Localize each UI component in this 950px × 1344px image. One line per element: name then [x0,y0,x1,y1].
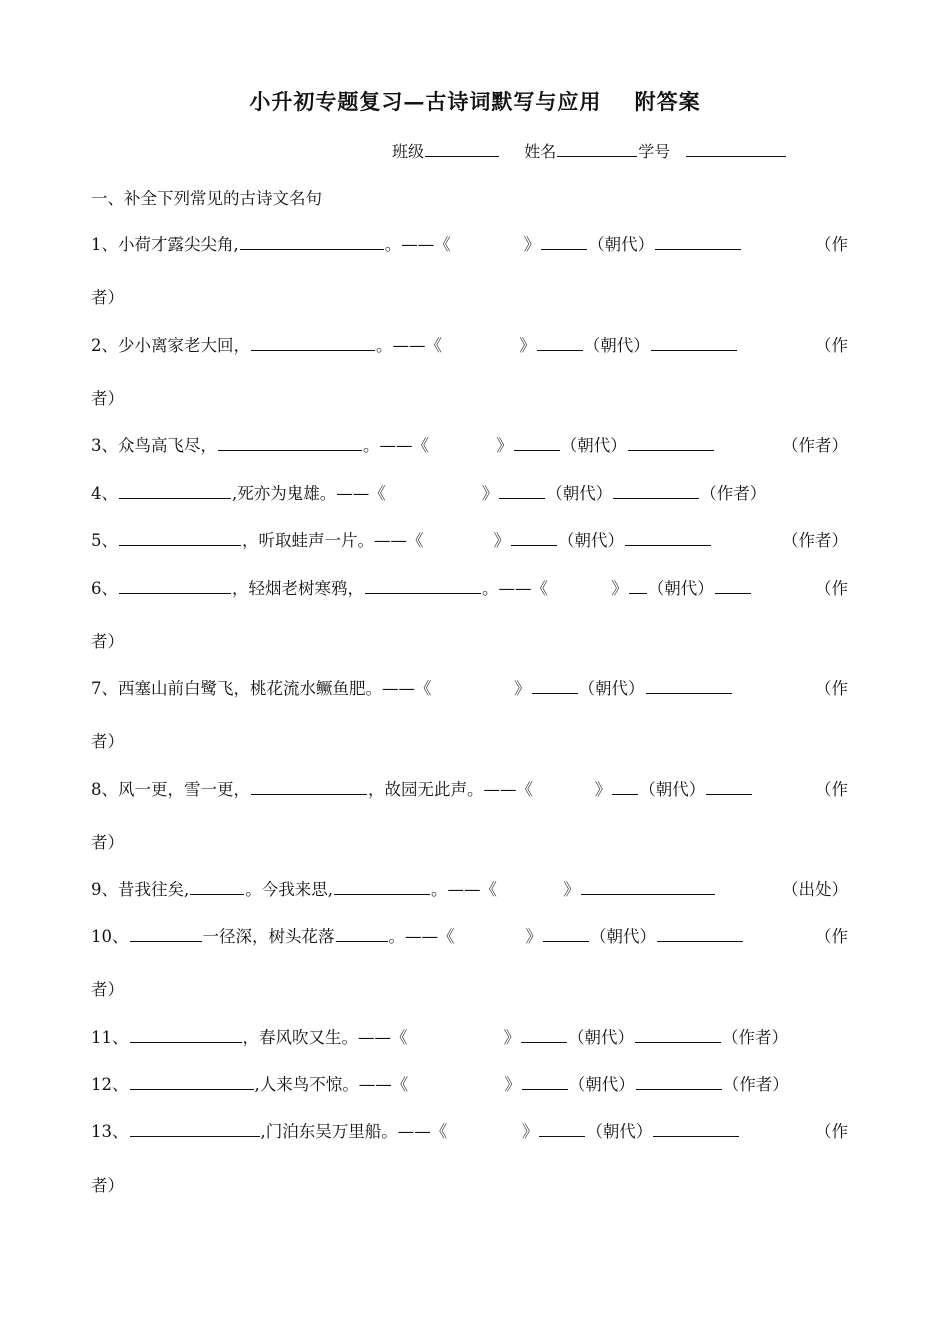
author-label: （作者） [722,1075,789,1094]
dynasty-blank[interactable] [612,793,638,795]
dynasty-label: （朝代） [578,679,645,698]
dash-text: 。——《 [365,679,432,698]
question-number: 5、 [91,531,118,550]
dynasty-blank[interactable] [532,692,578,694]
author-label: （作 [815,336,848,355]
author-blank[interactable] [646,692,732,694]
author-blank[interactable] [625,544,711,546]
answer-blank[interactable] [130,1088,254,1090]
question-4 [91,480,848,504]
dash-text: 。——《 [341,1028,408,1047]
title-close: 》 [519,336,536,355]
author-label: （作者） [700,484,767,503]
dynasty-blank[interactable] [539,1135,585,1137]
title-close: 》 [493,531,510,550]
class-label: 班级 [392,142,425,161]
author-label: （作 [815,780,848,799]
answer-blank[interactable] [251,349,375,351]
source-label: （出处） [782,880,848,899]
dash-text: 。——《 [342,1075,409,1094]
answer-blank[interactable] [218,449,362,451]
question-6-wrap: 者） [91,632,124,651]
dynasty-label: （朝代） [568,1028,634,1047]
dash-text: 。——《 [431,880,497,899]
question-text: ，春风吹又生 [242,1028,342,1047]
question-text-2: ，故园无此声 [368,780,467,799]
author-label: （作 [815,927,848,946]
answer-blank[interactable] [336,940,388,942]
answer-blank[interactable] [251,793,367,795]
title-close: 》 [611,579,628,598]
question-1 [91,231,848,255]
dash-text: 。——《 [381,1122,448,1141]
dynasty-label: （朝代） [568,1075,635,1094]
author-label: （作者） [722,1028,788,1047]
question-text: ，轻烟老树寒鸦， [232,579,364,598]
question-5 [91,527,848,551]
question-10 [91,923,848,947]
question-3 [91,432,848,456]
dash-text: 。——《 [319,484,386,503]
author-blank[interactable] [706,793,752,795]
source-blank[interactable] [581,893,715,895]
dynasty-label: （朝代） [639,780,706,799]
question-text: ，听取蛙声一片 [242,531,358,550]
question-number: 10、 [91,927,129,946]
dynasty-label: （朝代） [583,336,650,355]
answer-blank[interactable] [119,497,231,499]
id-label: 学号 [638,142,671,161]
author-blank[interactable] [715,592,751,594]
dash-text: 。——《 [482,579,548,598]
question-text: 一径深，树头花落 [202,927,335,946]
author-label: （作 [815,235,848,254]
question-text: 8、风一更，雪一更， [91,780,250,799]
answer-blank[interactable] [365,592,481,594]
question-13-wrap: 者） [91,1176,124,1195]
question-text: 1、小荷才露尖尖角, [91,235,239,254]
question-11 [91,1024,848,1048]
name-blank[interactable] [557,155,637,157]
answer-blank[interactable] [190,893,244,895]
dash-text: 。——《 [376,336,442,355]
question-2 [91,332,848,356]
question-number: 12、 [91,1075,129,1094]
author-blank[interactable] [655,248,741,250]
dash-text: 。——《 [357,531,424,550]
question-text: ,死亦为鬼雄 [232,484,320,503]
dash-text: 。——《 [384,235,451,254]
title-close: 》 [523,235,541,254]
answer-blank[interactable] [130,940,202,942]
question-text: 7、西塞山前白鹭飞，桃花流水鳜鱼肥 [91,679,366,698]
dynasty-label: （朝代） [647,579,714,598]
question-10-wrap: 者） [91,980,124,999]
dynasty-blank[interactable] [511,544,557,546]
page-title: 小升初专题复习—古诗词默写与应用 附答案 [249,89,701,114]
question-2-wrap: 者） [91,389,124,408]
author-label: （作者） [782,436,848,455]
dynasty-label: （朝代） [588,235,655,254]
title-close: 》 [496,436,513,455]
question-12 [91,1071,848,1095]
dynasty-blank[interactable] [522,1088,568,1090]
dynasty-blank[interactable] [521,1041,567,1043]
title-close: 》 [594,780,612,799]
title-close: 》 [563,880,580,899]
question-number: 4、 [91,484,118,503]
answer-blank[interactable] [119,592,231,594]
question-7-wrap: 者） [91,732,124,751]
dynasty-blank[interactable] [514,449,560,451]
question-number: 13、 [91,1122,129,1141]
section-heading: 一、补全下列常见的古诗文名句 [91,189,322,208]
dynasty-label: （朝代） [546,484,613,503]
dynasty-blank[interactable] [537,349,583,351]
question-text: 3、众鸟高飞尽， [91,436,217,455]
dynasty-label: （朝代） [586,1122,653,1141]
question-number: 11、 [91,1028,129,1047]
author-blank[interactable] [628,449,714,451]
dynasty-label: （朝代） [558,531,624,550]
dynasty-blank[interactable] [541,248,587,250]
answer-blank[interactable] [130,1135,260,1137]
question-text: ,人来鸟不惊 [254,1075,343,1094]
dash-text: 。——《 [467,780,533,799]
student-info [392,139,787,162]
dynasty-blank[interactable] [499,497,545,499]
dash-text: 。——《 [363,436,429,455]
answer-blank[interactable] [130,1041,242,1043]
dynasty-label: （朝代） [560,436,627,455]
question-text-2: 。今我来思, [245,880,333,899]
dynasty-blank[interactable] [543,940,589,942]
author-label: （作 [815,1122,848,1141]
question-text: 2、少小离家老大回， [91,336,250,355]
question-text: 9、昔我往矣, [91,880,190,899]
title-close: 》 [504,1075,521,1094]
answer-blank[interactable] [334,893,430,895]
title-close: 》 [525,927,542,946]
title-close: 》 [503,1028,520,1047]
question-6 [91,575,848,599]
author-label: （作者） [782,531,848,550]
author-blank[interactable] [653,1135,739,1137]
question-number: 6、 [91,579,118,598]
title-close: 》 [514,679,531,698]
answer-blank[interactable] [119,544,241,546]
title-close: 》 [521,1122,539,1141]
class-blank[interactable] [425,155,499,157]
question-7 [91,675,848,699]
dynasty-blank[interactable] [629,592,647,594]
question-text: ,门泊东吴万里船 [260,1122,382,1141]
answer-blank[interactable] [240,248,384,250]
title-close: 》 [481,484,499,503]
author-blank[interactable] [635,1041,721,1043]
author-blank[interactable] [657,940,743,942]
name-label: 姓名 [524,142,557,161]
author-blank[interactable] [651,349,737,351]
id-blank[interactable] [686,155,786,157]
author-blank[interactable] [613,497,699,499]
question-8 [91,776,848,800]
author-label: （作 [815,679,848,698]
dash-text: 。——《 [388,927,455,946]
question-8-wrap: 者） [91,833,124,852]
question-1-wrap: 者） [91,288,124,307]
author-blank[interactable] [636,1088,722,1090]
author-label: （作 [815,579,848,598]
question-13 [91,1118,848,1142]
question-9 [91,876,848,900]
dynasty-label: （朝代） [590,927,656,946]
